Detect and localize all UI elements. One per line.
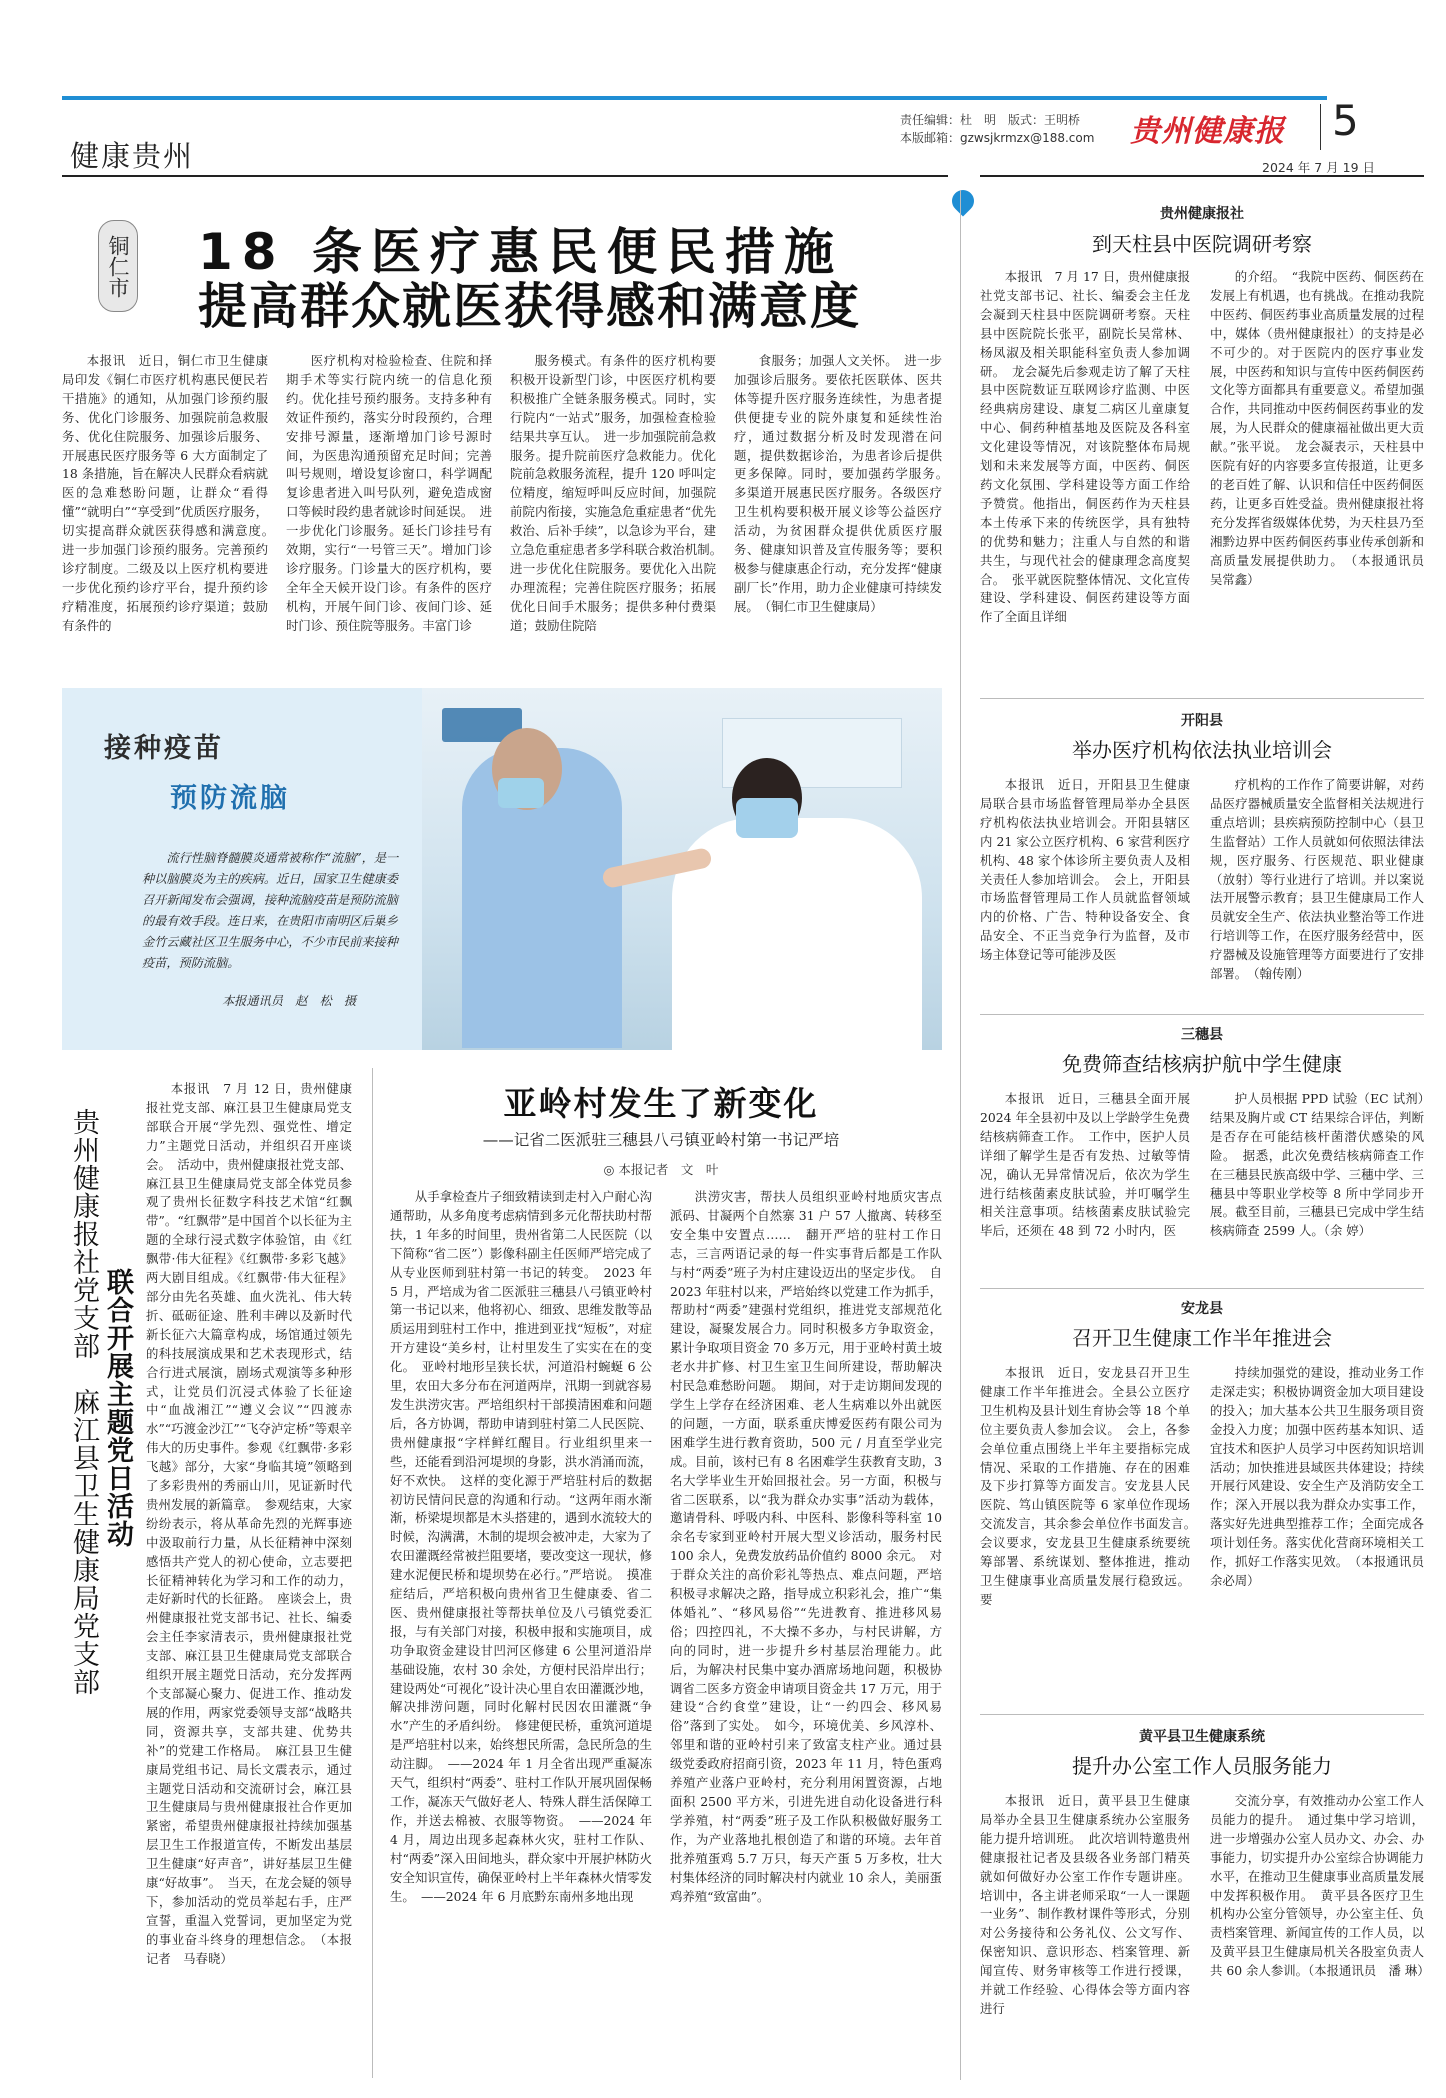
region-tag: 铜仁市: [98, 220, 138, 312]
brief-3-col-2: 护人员根据 PPD 试验（EC 试剂）结果及胸片或 CT 结果综合评估，判断是否存在可能结核杆菌潜伏感染的风险。 据悉，此次免费结核病筛查工作在三穗县民族高级中学、三穗中学、三穗县中等职业学校等 8 所中学同步开展。截至目前，三穗县已完成中学生结核病筛查 2599 人。（余 婷）: [1210, 1091, 1424, 1239]
page-number: 5: [1332, 96, 1359, 145]
village-col-2: 洪涝灾害，帮扶人员组织亚岭村地质灾害点派码、甘凝两个自然寨 31 户 57 人撤离、转移至安全集中安置点…… 翻开严培的驻村工作日志，三言两语记录的每一件实事背后都是工作队与村“两委”班子为村庄建设迈出的坚定步伐。 自 2023 年驻村以来，严培始终以党建工作为抓手，帮助村“两委”建强村党组织，推进党支部规范化建设，凝聚发展合力。同时积极多方争取资金，累计争取项目资金 70 多万元，用于亚岭村黄土坡老水井扩修、村卫生室卫生间所建设，帮助解决村民急难愁盼问题。 期间，对于走访期间发现的学生上学存在经济困难、老人生病难以外出就医的问题，一方面，联系重庆博爱医药有限公司为困难学生进行教育资助，500 元 / 月直至学业完成。目前，该村已有 8 名困难学生获教育支助，3 名大学毕业生开始回报社会。另一方面，积极与省二医联系，以“我为群众办实事”活动为载体，邀请骨科、呼吸内科、中医科、影像科等科室 10 余名专家到亚岭村开展大型义诊活动，服务村民 100 余人，免费发放药品价值约 8000 余元。 对于群众关注的高价彩礼等热点、难点问题，严培积极寻求解决之路，指导成立积彩礼会，推广“集体婚礼”、“移风易俗”“先进教育、推进移风易俗；四控四礼，不大操不多办，与村民讲解，方向的同时，进一步提升乡村基层治理能力。此后，为解决村民集中宴办酒席场地问题，积极协调省二医多方资金申请项目资金共 17 万元，用于建设“合约食堂”建设，让“一约四会、移风易俗”落到了实处。 如今，环境优美、乡风淳朴、邻里和谐的亚岭村引来了致富支柱产业。通过县级党委政府招商引资，2023 年 11 月，特色蛋鸡养殖产业落户亚岭村，充分利用闲置资源，占地面积 2500 平方米，引进先进自动化设备进行科学养殖，村“两委”班子及工作队积极做好服务工作，为产业落地扎根创造了和谐的环境。去年首批养殖蛋鸡 5.7 万只，每天产蛋 5 万多枚，壮大村集体经济的同时解决村内就业 10 余人，美丽蛋鸡养殖“致富曲”。: [670, 1189, 942, 1904]
brief-2-col-2: 疗机构的工作作了简要讲解，对药品医疗器械质量安全监督相关法规进行重点培训；县疾病预防控制中心（县卫生监督站）工作人员就如何依照法律法规，医疗服务、行医规范、职业健康（放射）等行业进行了培训。并以案说法开展警示教育；县卫生健康局工作人员就安全生产、依法执业整治等工作进行培训等工作，在医疗服务经营中，医疗器械及设施管理等方面要进行了安排部署。 （翰传刚）: [1210, 777, 1424, 982]
editor-email: 本版邮箱：gzwsjkrmzx@188.com: [900, 131, 1095, 145]
brief-2-title: 举办医疗机构依法执业培训会: [1072, 738, 1332, 762]
photo-title-1: 接种疫苗: [104, 733, 224, 764]
party-body: 本报讯 7 月 12 日，贵州健康报社党支部、麻江县卫生健康局党支部联合开展“学先烈、强党性、增定力”主题党日活动，并组织召开座谈会。 活动中，贵州健康报社党支部、麻江县卫生健康局党支部全体党员参观了贵州长征数字科技艺术馆“红飘带”。“红飘带”是中国首个以长征为主题的全球行浸式数字体验馆，由《红飘带·伟大征程》《红飘带·多彩飞越》两大剧目组成。《红飘带·伟大征程》部分由先名英雄、血火洗礼、伟大转折、砥砺征途、胜利丰碑以及新时代新长征六大篇章构成，场馆通过领先的科技展演成果和艺术表现形式，结合行进式展演，剧场式观演等多种形式，让党员们沉浸式体验了长征途中“血战湘江”“遵义会议”“四渡赤水”“巧渡金沙江”“飞夺泸定桥”等艰辛伟大的历史事件。参观《红飘带·多彩飞越》部分，大家“身临其境”领略到了多彩贵州的秀丽山川，见证新时代贵州发展的新篇章。 参观结束，大家纷纷表示，将从革命先烈的光辉事迹中汲取前行力量，从长征精神中深刻感悟共产党人的初心使命，立志要把长征精神转化为学习和工作的动力，走好新时代的长征路。 座谈会上，贵州健康报社党支部书记、社长、编委会主任李家清表示，贵州健康报社党支部、麻江县卫生健康局党支部联合组织开展主题党日活动，充分发挥两个支部凝心聚力、促进工作、推动发展的作用，两家党委领导支部“战略共同，资源共享，支部共建、优势共补”的党建工作格局。 麻江县卫生健康局党组书记、局长文震表示，通过主题党日活动和交流研讨会，麻江县卫生健康局与贵州健康报社合作更加紧密，希望贵州健康报社持续加强基层卫生工作报道宣传，不断发出基层卫生健康“好声音”，讲好基层卫生健康“好故事”。 当天，在龙会疑的领导下，参加活动的党员举起右手，庄严宣誓，重温入党誓词，更加坚定为党的事业奋斗终身的理想信念。 （本报记者 马春晓）: [146, 1081, 352, 1966]
header-bar: [62, 96, 1327, 100]
brief-2-unit: 开阳县: [1181, 713, 1223, 729]
village-byline: ◎ 本报记者 文 叶: [603, 1162, 719, 1177]
village-col-1: 从手拿检查片子细致精读到走村入户耐心沟通帮助，从多角度考虑病情到多元化帮扶助村帮扶，1 年多的时间里，贵州省第二人民医院（以下简称“省二医”）影像科副主任医师严培完成了从专业医师到驻村第一书记的转变。 2023 年 5 月，严培成为省二医派驻三穗县八弓镇亚岭村第一书记以来，他将初心、细致、思维发散等品质运用到驻村工作中，推进到亚找“短板”，对症开方建设“美乡村，让村里发生了实实在在的变化。 亚岭村地形呈狭长状，河道沿村蜿蜒 6 公里，农田大多分布在河道两岸，汛期一到就容易发生洪涝灾害。严培组织村干部摸清困难和问题后，各方协调，帮助申请到驻村第二人民医院、贵州健康报“字样鲜红醒目。行业组织里来一些，还能看到沿河堤坝的身影，洪水消涌而流，好不欢快。 这样的变化源于严培驻村后的数据初访民情问民意的沟通和行动。“这两年雨水渐渐，桥梁堤坝都是木头搭建的，遇到水流较大的时候，沟满溝，木制的堤坝会被冲走，大家为了农田灌溉经常被拦阻要堵，要改变这一现状，修建水泥便民桥和堤坝势在必行。”严培说。 摸准症结后，严培积极向贵州省卫生健康委、省二医、贵州健康报社等帮扶单位及八弓镇党委汇报，与有关部门对接，积极申报和实施项目，成功争取资金建设甘凹河区修建 6 公里河道沿岸基础设施，农村 30 余处，方便村民沿岸出行；建设两处“可视化”设计决心里自农田灌溉沙地，解决排涝问题，同时化解村民因农田灌溉“争水”产生的矛盾纠纷。 修建便民桥，重筑河道堤是严培驻村以来，始终想民所需，急民所急的生动注脚。 ——2024 年 1 月全省出现严重凝冻天气，组织村“两委”、驻村工作队开展巩固保畅工作，凝冻天气做好老人、特殊人群生活保障工作，并送去棉被、衣服等物资。 ——2024 年 4 月，周边出现多起森林火灾，驻村工作队、村“两委”深入田间地头，群众家中开展护林防火安全知识宣传，确保亚岭村上半年森林火情零发生。 ——2024 年 6 月底黔东南州多地出现: [390, 1189, 652, 1904]
party-headline-a: 贵州健康报社党支部 麻江县卫生健康局党支部: [68, 1108, 99, 1696]
photo-caption: 流行性脑脊髓膜炎通常被称作“流脑”，是一种以脑膜炎为主的疾病。近日，国家卫生健康委召开新闻发布会强调，接种流脑疫苗是预防流脑的最有效手段。连日来，在贵阳市南明区后巢乡金竹云藏社区卫生服务中心，不少市民前来接种疫苗，预防流脑。: [142, 851, 399, 970]
brief-4-unit: 安龙县: [1181, 1301, 1223, 1317]
vaccine-photo: [422, 688, 942, 1050]
section-title: 健康贵州: [70, 139, 195, 173]
brief-1-col-2: 的介绍。 “我院中医药、侗医药在发展上有机遇，也有挑战。在推动我院中医药、侗医药事业高质量发展的过程中，媒体（贵州健康报社）的支持是必不可少的。对于医院内的医疗事业发展，中医药和知识与宣传中医药侗医药文化等方面都具有重要意义。希望加强合作，共同推动中医药侗医药事业的发展，为人民群众的健康福祉做出更大贡献。”张平说。 龙会凝表示，天柱县中医院有好的内容要多宣传报道，让更多的老百姓了解、认识和信任中医药侗医药，让更多百姓受益。贵州健康报社将充分发挥省级媒体优势，为天柱县乃至湘黔边界中医药侗医药事业传承创新和高质量发展提供助力。 （本报通讯员 吴常鑫）: [1210, 269, 1437, 587]
brief-3-unit: 三穗县: [1181, 1027, 1223, 1043]
lead-headline-1: 18 条医疗惠民便民措施: [198, 223, 843, 281]
vaccine-photo-panel: [62, 688, 942, 1050]
brief-1-unit: 贵州健康报社: [1160, 206, 1244, 222]
brief-5-col-2: 交流分享，有效推动办公室工作人员能力的提升。 通过集中学习培训，进一步增强办公室人员办文、办会、办事能力，切实提升办公室综合协调能力水平，在推动卫生健康事业高质量发展中发挥积极作用。 黄平县各医疗卫生机构办公室分管领导，办公室主任、负责档案管理、新闻宣传的工作人员，以及黄平县卫生健康局机关各股室负责人共 60 余人参训。（本报通讯员 潘 琳）: [1210, 1793, 1430, 1979]
lead-col-4: 食服务；加强人文关怀。 进一步加强诊后服务。要依托医联体、医共体等提升医疗服务连续性，为患者提供便捷专业的院外康复和延续性治疗，通过数据分析及时发现潜在问题，提供数据诊治，为患者诊后提供更多保障。同时，要加强药学服务。 多渠道开展惠民医疗服务。各级医疗卫生机构要积极开展义诊等公益医疗活动，为贫困群众提供优质医疗服务、健康知识普及宣传服务等；要积极参与健康惠企行动，充分发挥“健康副厂长”作用，助力企业健康可持续发展。 （铜仁市卫生健康局）: [734, 353, 955, 614]
village-subtitle: ——记省二医派驻三穗县八弓镇亚岭村第一书记严培: [482, 1131, 840, 1149]
lead-col-2: 医疗机构对检验检查、住院和择期手术等实行院内统一的信息化预约。优化挂号预约服务。支持多种有效证件预约，落实分时段预约，合理安排号源量，逐渐增加门诊号源时间，为医患沟通预留充足时间；完善叫号规则，增设复诊窗口，科学调配复诊患者进入叫号队列，避免造成窗口等候时段约患者就诊时间延误。 进一步优化门诊服务。延长门诊挂号有效期，实行“一号管三天”。增加门诊诊疗服务。门诊量大的医疗机构，要全年全天候开设门诊。有条件的医疗机构，开展午间门诊、夜间门诊、延时门诊、预住院等服务。丰富门诊: [286, 353, 492, 633]
editor-info: 责任编辑：杜 明 版式：王明桥: [900, 113, 1081, 127]
brief-5-col-1: 本报讯 近日，黄平县卫生健康局举办全县卫生健康系统办公室服务能力提升培训班。 此次培训特邀贵州健康报社记者及县级各业务部门精英就如何做好办公室工作作专题讲座。培训中，各主讲老师采取“一人一课题一业务”、制作教材课件等形式，分别对公务接待和公务礼仪、公文写作、保密知识、意识形态、档案管理、新闻宣传、财务审核等工作进行授课，并就工作经验、心得体会等方面内容进行: [980, 1793, 1190, 2016]
lead-col-1: 本报讯 近日，铜仁市卫生健康局印发《铜仁市医疗机构惠民便民若干措施》的通知，从加强门诊预约服务、优化门诊服务、加强院前急救服务、优化住院服务、加强诊后服务、开展惠民医疗服务等 6 大方面制定了 18 条措施，旨在解决人民群众看病就医的急难愁盼问题，让群众“看得懂”“就明白”“享受到”优质医疗服务，切实提高群众就医获得感和满意度。 进一步加强门诊预约服务。完善预约诊疗制度。二级及以上医疗机构要进一步优化预约诊疗平台，提升预约诊疗精准度，拓展预约诊疗渠道；鼓励有条件的: [62, 353, 281, 633]
issue-date: 2024 年 7 月 19 日: [1262, 160, 1376, 175]
paper-logo: 贵州健康报: [1130, 114, 1285, 149]
brief-4-col-1: 本报讯 近日，安龙县召开卫生健康工作半年推进会。全县公立医疗卫生机构及县计划生育协会等 18 个单位主要负责人参加会议。 会上，各参会单位重点围绕上半年主要指标完成情况、采取的工作措施、存在的困难及下步打算等方面发言。安龙县人民医院、笃山镇医院等 6 家单位作现场交流发言，其余参会单位作书面发言。 会议要求，安龙县卫生健康系统要统筹部署、系统谋划、整体推进，推动卫生健康事业高质量发展行稳致远。要: [980, 1365, 1203, 1607]
lead-col-3: 服务模式。有条件的医疗机构要积极开设新型门诊，中医医疗机构要积极推广全链条服务模式。同时，实行院内“一站式”服务，加强检查检验结果共享互认。 进一步加强院前急救服务。提升院前医疗急救能力。优化院前急救服务流程，提升 120 呼叫定位精度，缩短呼叫反应时间，加强院前院内衔接，实施急危重症患者“优先救治、后补手续”，以急诊为平台，建立急危重症患者多学科联合救治机制。 进一步优化住院服务。要优化入出院办理流程；完善住院医疗服务；拓展优化日间手术服务；提供多种付费渠道；鼓励住院陪: [510, 353, 729, 633]
brief-2-col-1: 本报讯 近日，开阳县卫生健康局联合县市场监督管理局举办全县医疗机构依法执业培训会。开阳县辖区内 21 家公立医疗机构、6 家营利医疗机构、48 家个体诊所主要负责人及相关责任人参加培训会。 会上，开阳县市场监督管理局工作人员就监督领域内的价格、广告、特种设备安全、食品安全、不正当竞争行为监督，及市场主体登记等可能涉及医: [980, 777, 1190, 963]
brief-1-title: 到天柱县中医院调研考察: [1092, 232, 1312, 256]
brief-5-unit: 黄平县卫生健康系统: [1139, 1729, 1265, 1745]
party-body-lower: [62, 1676, 352, 2076]
location-pin-icon: [947, 185, 978, 216]
brief-5-title: 提升办公室工作人员服务能力: [1072, 1754, 1332, 1778]
village-headline: 亚岭村发生了新变化: [503, 1084, 819, 1123]
party-headline-b: 联合开展主题党日活动: [102, 1268, 133, 1548]
photo-credit: 本报通讯员 赵 松 摄: [222, 994, 357, 1008]
photo-title-2: 预防流脑: [170, 783, 290, 814]
brief-1-col-1: 本报讯 7 月 17 日，贵州健康报社党支部书记、社长、编委会主任龙会凝到天柱县中医院调研考察。天柱县中医院院长张平，副院长吴常林、杨凤淑及相关职能科室负责人参加调研。 龙会凝先后参观走访了解了天柱县中医院数证互联网诊疗监测、中医经典病房建设、康复二病区儿童康复中心、侗药种植基地及医院及各科室文化建设等情况，对该院整体布局规划和未来发展等方面，中医药、侗医药文化氛围、学科建设等方面工作给予赞赏。他指出，侗医药作为天柱县本土传承下来的传统医学，具有独特的优势和魅力；注重人与自然的和谐共生，与现代社会的健康理念高度契合。 张平就医院整体情况、文化宣传建设、学科建设、侗医药建设等方面作了全面且详细: [980, 269, 1190, 625]
brief-4-col-2: 持续加强党的建设，推动业务工作走深走实；积极协调资金加大项目建设的投入；加大基本公共卫生服务项目资金投入力度；加强中医药基本知识、适宜技术和医护人员学习中医药知识培训活动；加快推进县域医共体建设；持续开展行风建设、安全生产及消防安全工作；深入开展以我为群众办实事工作，落实好先进典型推荐工作；全面完成各项计划任务。落实优化营商环境相关工作，抓好工作落实见效。 （本报通讯员 余必周）: [1210, 1365, 1437, 1588]
brief-4-title: 召开卫生健康工作半年推进会: [1072, 1326, 1332, 1350]
lead-headline-2: 提高群众就医获得感和满意度: [198, 278, 862, 335]
brief-3-title: 免费筛查结核病护航中学生健康: [1062, 1052, 1342, 1076]
brief-3-col-1: 本报讯 近日，三穗县全面开展 2024 年全县初中及以上学龄学生免费结核病筛查工作。 工作中，医护人员详细了解学生是否有发热、过敏等情况，确认无异常情况后，依次为学生进行结核菌素皮肤试验，并叮嘱学生相关注意事项。结核菌素皮肤试验完毕后，还须在 48 到 72 小时内，医: [980, 1091, 1190, 1239]
